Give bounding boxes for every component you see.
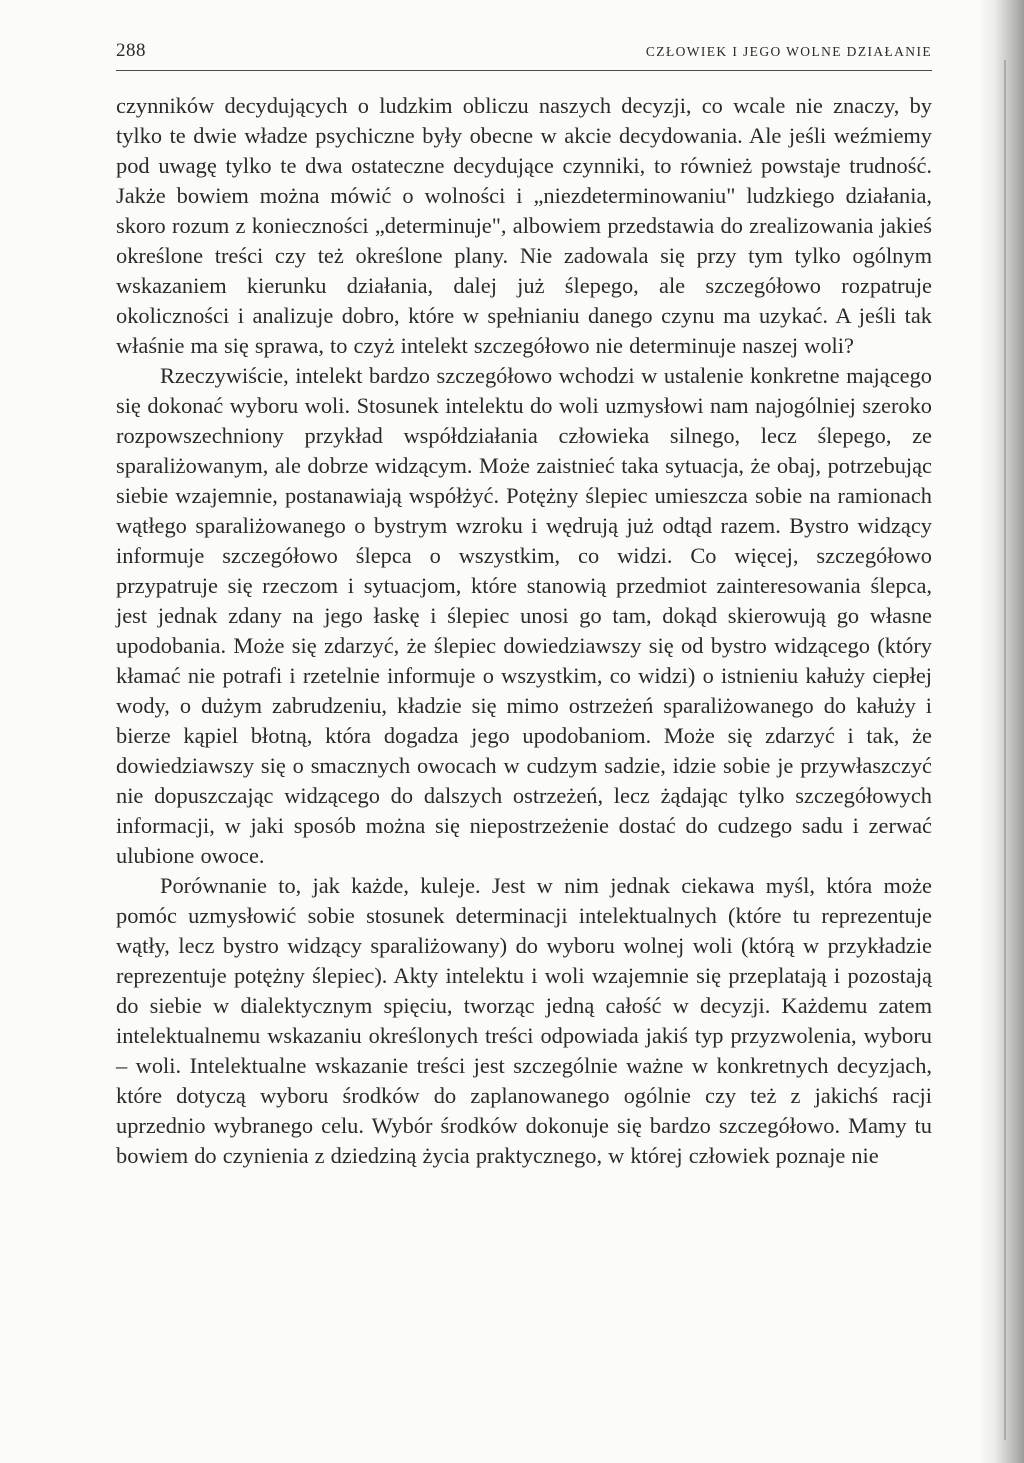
page-number: 288 [116,40,146,61]
book-page [116,40,932,1171]
page-edge-line [1004,60,1006,1440]
running-head [116,40,932,71]
running-title: CZŁOWIEK I JEGO WOLNE DZIAŁANIE [645,44,932,59]
paragraph-1: czynników decydujących o ludzkim obliczu naszych decyzji, co wcale nie znaczy, by tylko te dwie władze psychiczne były obecne w akcie decydowania. Ale jeśli weźmiemy pod uwagę tylko te dwa ostateczne decydujące czynniki, to również powstaje trudność. Jakże bowiem można mówić o wolności i „niezdeterminowaniu" ludzkiego działania, skoro rozum z konieczności „determinuje", albowiem przedstawia do zrealizowania jakieś określone treści czy też określone plany. Nie zadowala się przy tym tylko ogólnym wskazaniem kierunku działania, dalej już ślepego, ale szczegółowo rozpatruje okoliczności i analizuje dobro, które w spełnianiu danego czynu ma uzykać. A jeśli tak właśnie ma się sprawa, to czyż intelekt szczegółowo nie determinuje naszej woli? [116,93,932,358]
paragraph-2: Rzeczywiście, intelekt bardzo szczegółowo wchodzi w ustalenie konkretne mającego się dokonać wyboru woli. Stosunek intelektu do woli uzmysłowi nam najogólniej szeroko rozpowszechniony przykład współdziałania człowieka silnego, lecz ślepego, ze sparaliżowanym, ale dobrze widzącym. Może zaistnieć taka sytuacja, że obaj, potrzebując siebie wzajemnie, postanawiają współżyć. Potężny ślepiec umieszcza sobie na ramionach wątłego sparaliżowanego o bystrym wzroku i wędrują już odtąd razem. Bystro widzący informuje szczegółowo ślepca o wszystkim, co widzi. Co więcej, szczegółowo przypatruje się rzeczom i sytuacjom, które stanowią przedmiot zainteresowania ślepca, jest jednak zdany na jego łaskę i ślepiec unosi go tam, dokąd skierowują go własne upodobania. Może się zdarzyć, że ślepiec dowiedziawszy się od bystro widzącego (który kłamać nie potrafi i rzetelnie informuje o wszystkim, co widzi) o istnieniu kałuży ciepłej wody, o dużym zabrudzeniu, kładzie się mimo ostrzeżeń sparaliżowanego do kałuży i bierze kąpiel błotną, która dogadza jego upodobaniom. Może się zdarzyć i tak, że dowiedziawszy się o smacznych owocach w cudzym sadzie, idzie sobie je przywłaszczyć nie dopuszczając widzącego do dalszych ostrzeżeń, lecz żądając tylko szczegółowych informacji, w jaki sposób można się niepostrzeżenie dostać do cudzego sadu i zerwać ulubione owoce. [116,363,932,868]
page-edge-shadow [978,0,1024,1463]
paragraph-3: Porównanie to, jak każde, kuleje. Jest w nim jednak ciekawa myśl, która może pomóc uzmysłowić sobie stosunek determinacji intelektualnych (które tu reprezentuje wątły, lecz bystro widzący sparaliżowany) do wyboru wolnej woli (którą w przykładzie reprezentuje potężny ślepiec). Akty intelektu i woli wzajemnie się przeplatają i pozostają do siebie w dialektycznym spięciu, tworząc jedną całość w decyzji. Każdemu zatem intelektualnemu wskazaniu określonych treści odpowiada jakiś typ przyzwolenia, wyboru – woli. Intelektualne wskazanie treści jest szczególnie ważne w konkretnych decyzjach, które dotyczą wyboru środków do zaplanowanego ogólnie czy też z jakichś racji uprzednio wybranego celu. Wybór środków dokonuje się bardzo szczegółowo. Mamy tu bowiem do czynienia z dziedziną życia praktycznego, w której człowiek poznaje nie [116,873,932,1168]
body-text [116,91,932,1171]
